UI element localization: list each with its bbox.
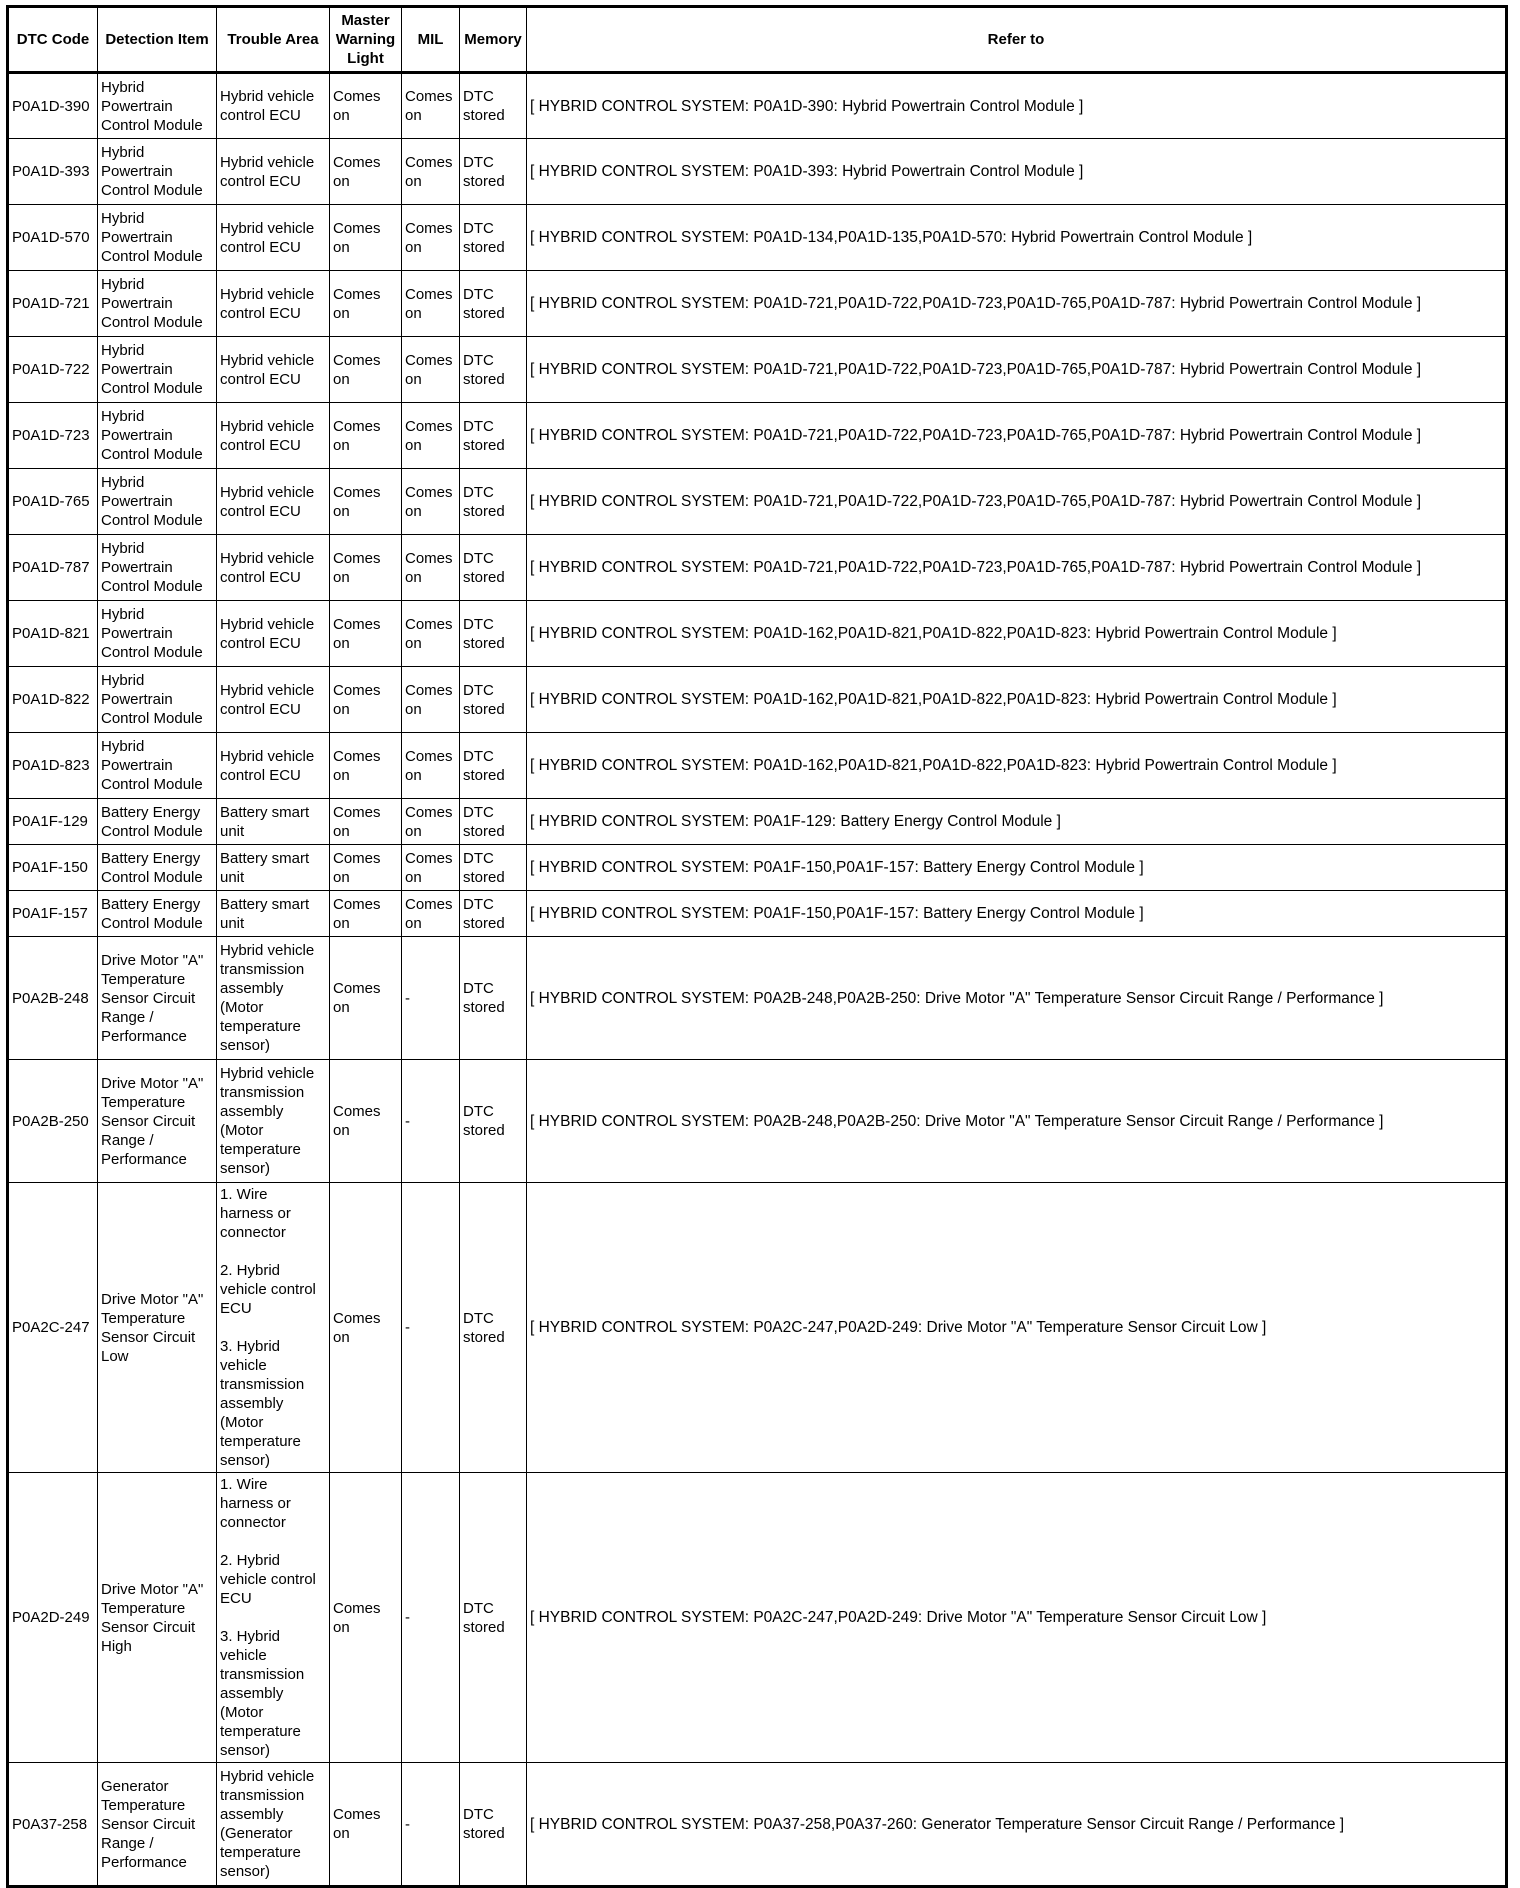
mil-cell: - [402,1183,460,1473]
memory-cell: DTC stored [460,891,527,937]
master-warning-light-cell: Comes on [330,271,402,337]
refer-to-link[interactable]: [ HYBRID CONTROL SYSTEM: P0A37-258,P0A37-260: Generator Temperature Sensor Circuit Range / Performance ] [527,1763,1507,1887]
detection-item-cell: Generator Temperature Sensor Circuit Range / Performance [98,1763,217,1887]
dtc-table [6,5,1508,1888]
mil-cell: - [402,1060,460,1183]
detection-item-cell: Battery Energy Control Module [98,845,217,891]
master-warning-light-cell: Comes on [330,403,402,469]
table-row [8,73,1507,139]
detection-item-cell: Drive Motor "A" Temperature Sensor Circuit Range / Performance [98,937,217,1060]
table-row [8,667,1507,733]
trouble-area-cell: Hybrid vehicle control ECU [217,271,330,337]
mil-cell: Comes on [402,403,460,469]
trouble-area-cell: Hybrid vehicle control ECU [217,205,330,271]
memory-cell: DTC stored [460,733,527,799]
table-row [8,271,1507,337]
master-warning-light-cell: Comes on [330,733,402,799]
detection-item-cell: Hybrid Powertrain Control Module [98,469,217,535]
refer-to-link[interactable]: [ HYBRID CONTROL SYSTEM: P0A1F-150,P0A1F-157: Battery Energy Control Module ] [527,845,1507,891]
dtc-code-cell: P0A2B-250 [8,1060,98,1183]
trouble-area-cell: Hybrid vehicle control ECU [217,469,330,535]
dtc-code-cell: P0A37-258 [8,1763,98,1887]
trouble-area-cell: 1. Wire harness or connector 2. Hybrid vehicle control ECU 3. Hybrid vehicle transmission assembly (Motor temperature sensor) [217,1183,330,1473]
table-row [8,601,1507,667]
trouble-area-cell: Hybrid vehicle control ECU [217,139,330,205]
refer-to-link[interactable]: [ HYBRID CONTROL SYSTEM: P0A2C-247,P0A2D-249: Drive Motor "A" Temperature Sensor Circuit Low ] [527,1183,1507,1473]
master-warning-light-cell: Comes on [330,667,402,733]
mil-cell: Comes on [402,845,460,891]
mil-cell: Comes on [402,733,460,799]
trouble-area-cell: Hybrid vehicle control ECU [217,733,330,799]
memory-cell: DTC stored [460,403,527,469]
detection-item-cell: Hybrid Powertrain Control Module [98,535,217,601]
master-warning-light-cell: Comes on [330,1473,402,1763]
master-warning-light-cell: Comes on [330,139,402,205]
memory-cell: DTC stored [460,139,527,205]
mil-cell: Comes on [402,337,460,403]
dtc-code-cell: P0A1D-723 [8,403,98,469]
master-warning-light-cell: Comes on [330,799,402,845]
table-body [8,73,1507,1887]
master-warning-light-cell: Comes on [330,337,402,403]
master-warning-light-cell: Comes on [330,1060,402,1183]
mil-cell: Comes on [402,139,460,205]
table-row [8,799,1507,845]
memory-cell: DTC stored [460,1473,527,1763]
trouble-area-cell: 1. Wire harness or connector 2. Hybrid vehicle control ECU 3. Hybrid vehicle transmission assembly (Motor temperature sensor) [217,1473,330,1763]
table-row [8,403,1507,469]
detection-item-cell: Hybrid Powertrain Control Module [98,139,217,205]
refer-to-link[interactable]: [ HYBRID CONTROL SYSTEM: P0A1D-721,P0A1D-722,P0A1D-723,P0A1D-765,P0A1D-787: Hybrid Powertrain Control Module ] [527,403,1507,469]
header-master-warning-light: Master Warning Light [330,7,402,73]
header-row [8,7,1507,73]
master-warning-light-cell: Comes on [330,535,402,601]
mil-cell: Comes on [402,799,460,845]
mil-cell: Comes on [402,73,460,139]
table-row [8,1183,1507,1473]
dtc-code-cell: P0A2D-249 [8,1473,98,1763]
refer-to-link[interactable]: [ HYBRID CONTROL SYSTEM: P0A1D-393: Hybrid Powertrain Control Module ] [527,139,1507,205]
memory-cell: DTC stored [460,1060,527,1183]
mil-cell: Comes on [402,891,460,937]
table-row [8,535,1507,601]
table-row [8,937,1507,1060]
detection-item-cell: Battery Energy Control Module [98,891,217,937]
trouble-area-cell: Hybrid vehicle transmission assembly (Motor temperature sensor) [217,937,330,1060]
dtc-code-cell: P0A1F-150 [8,845,98,891]
memory-cell: DTC stored [460,337,527,403]
master-warning-light-cell: Comes on [330,1183,402,1473]
mil-cell: - [402,1473,460,1763]
refer-to-link[interactable]: [ HYBRID CONTROL SYSTEM: P0A2B-248,P0A2B-250: Drive Motor "A" Temperature Sensor Circuit Range / Performance ] [527,937,1507,1060]
memory-cell: DTC stored [460,667,527,733]
mil-cell: - [402,1763,460,1887]
dtc-code-cell: P0A1D-570 [8,205,98,271]
detection-item-cell: Hybrid Powertrain Control Module [98,205,217,271]
mil-cell: Comes on [402,667,460,733]
refer-to-link[interactable]: [ HYBRID CONTROL SYSTEM: P0A1D-134,P0A1D-135,P0A1D-570: Hybrid Powertrain Control Module ] [527,205,1507,271]
header-dtc-code: DTC Code [8,7,98,73]
dtc-code-cell: P0A1D-390 [8,73,98,139]
trouble-area-cell: Hybrid vehicle control ECU [217,535,330,601]
table-row [8,469,1507,535]
refer-to-link[interactable]: [ HYBRID CONTROL SYSTEM: P0A1D-721,P0A1D-722,P0A1D-723,P0A1D-765,P0A1D-787: Hybrid Powertrain Control Module ] [527,337,1507,403]
detection-item-cell: Hybrid Powertrain Control Module [98,733,217,799]
trouble-area-cell: Battery smart unit [217,799,330,845]
dtc-code-cell: P0A2B-248 [8,937,98,1060]
detection-item-cell: Hybrid Powertrain Control Module [98,667,217,733]
memory-cell: DTC stored [460,469,527,535]
header-refer-to: Refer to [527,7,1507,73]
detection-item-cell: Hybrid Powertrain Control Module [98,73,217,139]
refer-to-link[interactable]: [ HYBRID CONTROL SYSTEM: P0A1D-390: Hybrid Powertrain Control Module ] [527,73,1507,139]
trouble-area-cell: Hybrid vehicle transmission assembly (Motor temperature sensor) [217,1060,330,1183]
trouble-area-cell: Battery smart unit [217,845,330,891]
mil-cell: Comes on [402,601,460,667]
trouble-area-cell: Hybrid vehicle control ECU [217,667,330,733]
refer-to-link[interactable]: [ HYBRID CONTROL SYSTEM: P0A1D-162,P0A1D-821,P0A1D-822,P0A1D-823: Hybrid Powertrain Control Module ] [527,733,1507,799]
table-row [8,1763,1507,1887]
master-warning-light-cell: Comes on [330,1763,402,1887]
master-warning-light-cell: Comes on [330,601,402,667]
refer-to-link[interactable]: [ HYBRID CONTROL SYSTEM: P0A1F-150,P0A1F-157: Battery Energy Control Module ] [527,891,1507,937]
dtc-code-cell: P0A1D-823 [8,733,98,799]
trouble-area-cell: Hybrid vehicle transmission assembly (Generator temperature sensor) [217,1763,330,1887]
dtc-code-cell: P0A2C-247 [8,1183,98,1473]
refer-to-link[interactable]: [ HYBRID CONTROL SYSTEM: P0A1D-721,P0A1D-722,P0A1D-723,P0A1D-765,P0A1D-787: Hybrid Powertrain Control Module ] [527,535,1507,601]
detection-item-cell: Hybrid Powertrain Control Module [98,271,217,337]
memory-cell: DTC stored [460,73,527,139]
dtc-code-cell: P0A1D-765 [8,469,98,535]
refer-to-link[interactable]: [ HYBRID CONTROL SYSTEM: P0A1D-721,P0A1D-722,P0A1D-723,P0A1D-765,P0A1D-787: Hybrid Powertrain Control Module ] [527,271,1507,337]
dtc-code-cell: P0A1F-157 [8,891,98,937]
trouble-area-cell: Hybrid vehicle control ECU [217,403,330,469]
memory-cell: DTC stored [460,799,527,845]
detection-item-cell: Drive Motor "A" Temperature Sensor Circuit Low [98,1183,217,1473]
trouble-area-cell: Hybrid vehicle control ECU [217,601,330,667]
memory-cell: DTC stored [460,535,527,601]
mil-cell: Comes on [402,535,460,601]
memory-cell: DTC stored [460,845,527,891]
table-row [8,733,1507,799]
master-warning-light-cell: Comes on [330,845,402,891]
detection-item-cell: Drive Motor "A" Temperature Sensor Circuit High [98,1473,217,1763]
refer-to-link[interactable]: [ HYBRID CONTROL SYSTEM: P0A1F-129: Battery Energy Control Module ] [527,799,1507,845]
master-warning-light-cell: Comes on [330,73,402,139]
header-memory: Memory [460,7,527,73]
header-detection-item: Detection Item [98,7,217,73]
memory-cell: DTC stored [460,601,527,667]
table-row [8,1473,1507,1763]
refer-to-link[interactable]: [ HYBRID CONTROL SYSTEM: P0A1D-162,P0A1D-821,P0A1D-822,P0A1D-823: Hybrid Powertrain Control Module ] [527,601,1507,667]
refer-to-link[interactable]: [ HYBRID CONTROL SYSTEM: P0A2C-247,P0A2D-249: Drive Motor "A" Temperature Sensor Circuit Low ] [527,1473,1507,1763]
memory-cell: DTC stored [460,205,527,271]
table-row [8,139,1507,205]
master-warning-light-cell: Comes on [330,205,402,271]
header-mil: MIL [402,7,460,73]
master-warning-light-cell: Comes on [330,937,402,1060]
mil-cell: - [402,937,460,1060]
mil-cell: Comes on [402,205,460,271]
trouble-area-cell: Hybrid vehicle control ECU [217,337,330,403]
detection-item-cell: Hybrid Powertrain Control Module [98,337,217,403]
refer-to-link[interactable]: [ HYBRID CONTROL SYSTEM: P0A2B-248,P0A2B-250: Drive Motor "A" Temperature Sensor Circuit Range / Performance ] [527,1060,1507,1183]
header-trouble-area: Trouble Area [217,7,330,73]
table-row [8,891,1507,937]
mil-cell: Comes on [402,469,460,535]
trouble-area-cell: Battery smart unit [217,891,330,937]
detection-item-cell: Battery Energy Control Module [98,799,217,845]
mil-cell: Comes on [402,271,460,337]
trouble-area-cell: Hybrid vehicle control ECU [217,73,330,139]
memory-cell: DTC stored [460,1763,527,1887]
memory-cell: DTC stored [460,937,527,1060]
dtc-code-cell: P0A1D-721 [8,271,98,337]
dtc-code-cell: P0A1D-787 [8,535,98,601]
memory-cell: DTC stored [460,271,527,337]
master-warning-light-cell: Comes on [330,469,402,535]
detection-item-cell: Hybrid Powertrain Control Module [98,403,217,469]
refer-to-link[interactable]: [ HYBRID CONTROL SYSTEM: P0A1D-721,P0A1D-722,P0A1D-723,P0A1D-765,P0A1D-787: Hybrid Powertrain Control Module ] [527,469,1507,535]
table-row [8,1060,1507,1183]
table-row [8,205,1507,271]
dtc-code-cell: P0A1F-129 [8,799,98,845]
table-row [8,845,1507,891]
dtc-code-cell: P0A1D-822 [8,667,98,733]
refer-to-link[interactable]: [ HYBRID CONTROL SYSTEM: P0A1D-162,P0A1D-821,P0A1D-822,P0A1D-823: Hybrid Powertrain Control Module ] [527,667,1507,733]
dtc-code-cell: P0A1D-722 [8,337,98,403]
dtc-code-cell: P0A1D-821 [8,601,98,667]
detection-item-cell: Drive Motor "A" Temperature Sensor Circuit Range / Performance [98,1060,217,1183]
dtc-code-cell: P0A1D-393 [8,139,98,205]
master-warning-light-cell: Comes on [330,891,402,937]
memory-cell: DTC stored [460,1183,527,1473]
table-row [8,337,1507,403]
detection-item-cell: Hybrid Powertrain Control Module [98,601,217,667]
